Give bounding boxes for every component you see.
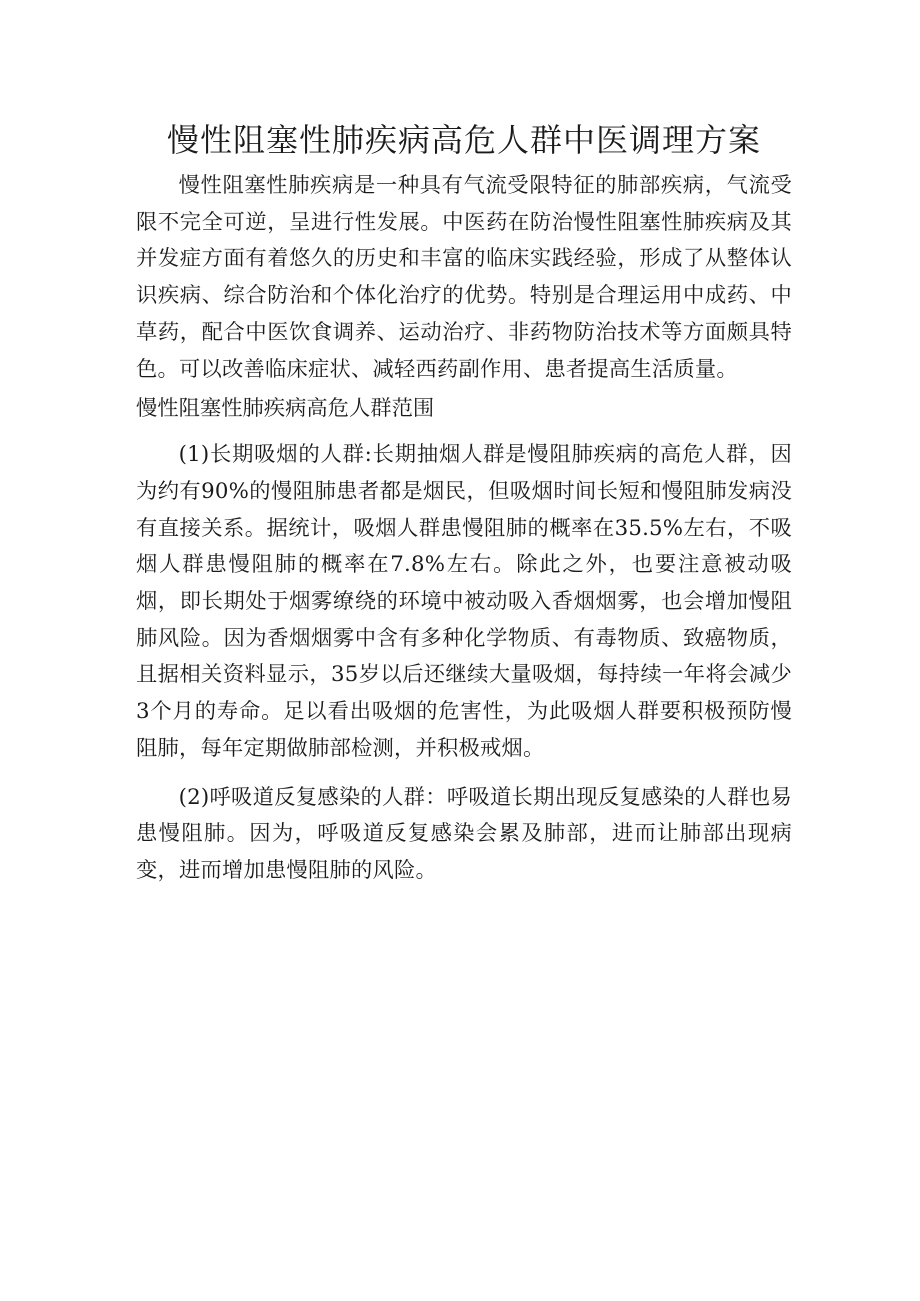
intro-paragraph: 慢性阻塞性肺疾病是一种具有气流受限特征的肺部疾病，气流受限不完全可逆，呈进行性发展。中医药在防治慢性阻塞性肺疾病及其并发症方面有着悠久的历史和丰富的临床实践经验，形成了从整体认识疾病、综合防治和个体化治疗的优势。特别是合理运用中成药、中草药，配合中医饮食调养、运动治疗、非药物防治技术等方面颇具特色。可以改善临床症状、减轻西药副作用、患者提高生活质量。: [136, 173, 792, 382]
section-heading: 慢性阻塞性肺疾病高危人群范围: [136, 396, 435, 422]
list-item-respiratory-infection: (2)呼吸道反复感染的人群：呼吸道长期出现反复感染的人群也易患慢阻肺。因为，呼吸道反复感染会累及肺部，进而让肺部出现病变，进而增加患慢阻肺的风险。: [136, 784, 792, 883]
document-title: 慢性阻塞性肺疾病高危人群中医调理方案: [166, 121, 761, 159]
list-item-smokers: (1)长期吸烟的人群:长期抽烟人群是慢阻肺疾病的高危人群，因为约有90%的慢阻肺患者都是烟民，但吸烟时间长短和慢阻肺发病没有直接关系。据统计，吸烟人群患慢阻肺的概率在35.5%左右，不吸烟人群患慢阻肺的概率在7.8%左右。除此之外，也要注意被动吸烟，即长期处于烟雾缭绕的环境中被动吸入香烟烟雾，也会增加慢阻肺风险。因为香烟烟雾中含有多种化学物质、有毒物质、致癌物质，且据相关资料显示，35岁以后还继续大量吸烟，每持续一年将会减少3个月的寿命。足以看出吸烟的危害性，为此吸烟人群要积极预防慢阻肺，每年定期做肺部检测，并积极戒烟。: [136, 442, 792, 761]
document-body: [136, 118, 792, 902]
